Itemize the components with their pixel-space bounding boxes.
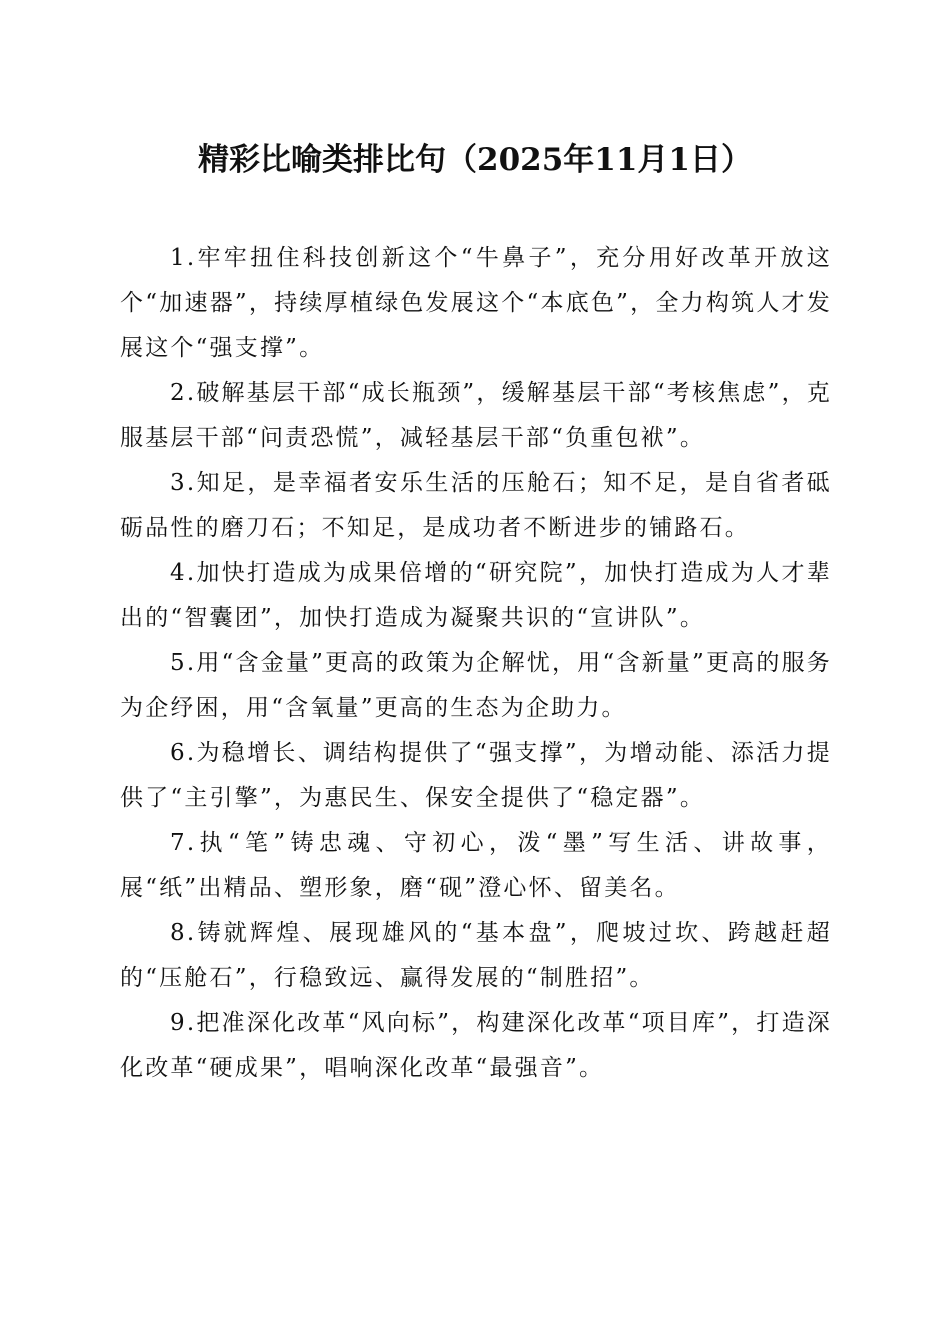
paragraph-2: 2.破解基层干部“成长瓶颈”，缓解基层干部“考核焦虑”，克服基层干部“问责恐慌”，减轻基层干部“负重包袱”。 <box>120 380 832 451</box>
document-body <box>120 236 832 1091</box>
document-title: 精彩比喻类排比句（2025年11月1日） <box>198 142 752 178</box>
paragraph-1: 1.牢牢扭住科技创新这个“牛鼻子”，充分用好改革开放这个“加速器”，持续厚植绿色发展这个“本底色”，全力构筑人才发展这个“强支撑”。 <box>120 245 832 361</box>
paragraph-7: 7.执“笔”铸忠魂、守初心，泼“墨”写生活、讲故事，展“纸”出精品、塑形象，磨“砚”澄心怀、留美名。 <box>120 830 832 901</box>
paragraph-4: 4.加快打造成为成果倍增的“研究院”，加快打造成为人才辈出的“智囊团”，加快打造成为凝聚共识的“宣讲队”。 <box>120 560 832 631</box>
paragraph-9: 9.把准深化改革“风向标”，构建深化改革“项目库”，打造深化改革“硬成果”，唱响深化改革“最强音”。 <box>120 1010 832 1081</box>
paragraph-5: 5.用“含金量”更高的政策为企解忧，用“含新量”更高的服务为企纾困，用“含氧量”更高的生态为企助力。 <box>120 650 832 721</box>
paragraph-6: 6.为稳增长、调结构提供了“强支撑”，为增动能、添活力提供了“主引擎”，为惠民生、保安全提供了“稳定器”。 <box>120 740 832 811</box>
paragraph-8: 8.铸就辉煌、展现雄风的“基本盘”，爬坡过坎、跨越赶超的“压舱石”，行稳致远、赢得发展的“制胜招”。 <box>120 920 832 991</box>
paragraph-3: 3.知足，是幸福者安乐生活的压舱石；知不足，是自省者砥砺品性的磨刀石；不知足，是成功者不断进步的铺路石。 <box>120 470 832 541</box>
